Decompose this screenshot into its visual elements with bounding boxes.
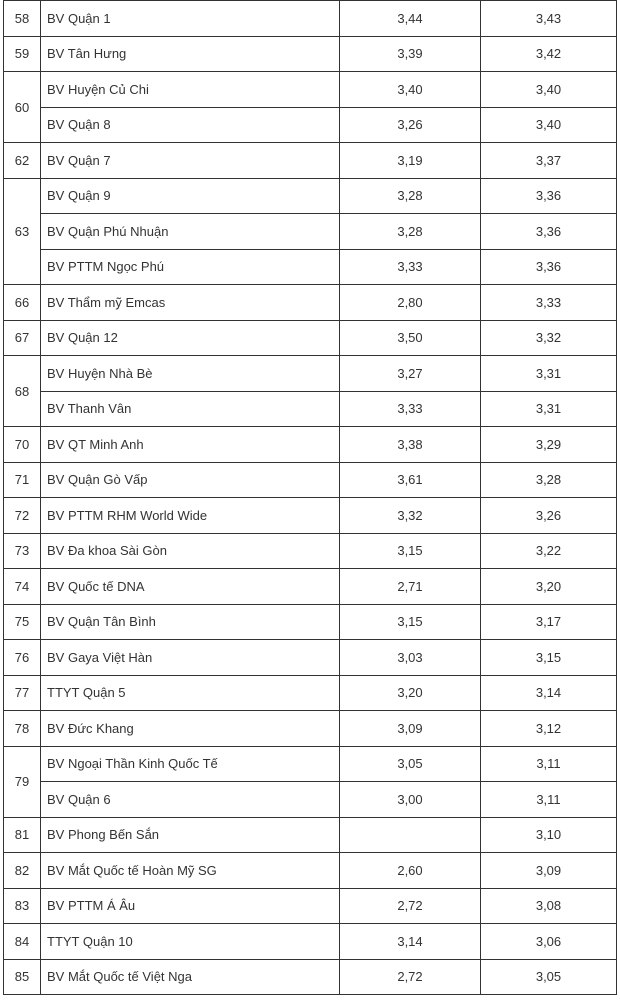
hospital-name-cell: BV Quận 1 <box>41 1 340 37</box>
score-2-cell: 3,11 <box>481 746 617 782</box>
score-1-cell: 2,80 <box>340 285 481 321</box>
score-1-cell: 3,03 <box>340 640 481 676</box>
hospital-name-cell: BV Huyện Nhà Bè <box>41 356 340 392</box>
score-1-cell: 3,40 <box>340 72 481 108</box>
score-1-cell: 3,20 <box>340 675 481 711</box>
score-2-cell: 3,36 <box>481 214 617 250</box>
rank-cell: 70 <box>4 427 41 463</box>
score-1-cell: 2,72 <box>340 959 481 995</box>
table-row <box>4 462 617 498</box>
rank-cell: 72 <box>4 498 41 534</box>
rank-cell: 82 <box>4 853 41 889</box>
score-1-cell: 3,38 <box>340 427 481 463</box>
score-2-cell: 3,12 <box>481 711 617 747</box>
hospital-name-cell: BV Quận 9 <box>41 178 340 214</box>
score-1-cell: 3,14 <box>340 924 481 960</box>
hospital-name-cell: BV Mắt Quốc tế Hoàn Mỹ SG <box>41 853 340 889</box>
hospital-name-cell: BV Quận 6 <box>41 782 340 818</box>
table-row <box>4 391 617 427</box>
hospital-name-cell: BV QT Minh Anh <box>41 427 340 463</box>
table-row <box>4 746 617 782</box>
score-1-cell: 3,33 <box>340 391 481 427</box>
table-row <box>4 817 617 853</box>
table-row <box>4 924 617 960</box>
score-1-cell: 2,72 <box>340 888 481 924</box>
table-row <box>4 640 617 676</box>
table-row <box>4 888 617 924</box>
table-row <box>4 853 617 889</box>
rank-cell: 75 <box>4 604 41 640</box>
score-1-cell: 3,15 <box>340 533 481 569</box>
score-2-cell: 3,40 <box>481 72 617 108</box>
score-1-cell: 3,33 <box>340 249 481 285</box>
table-row <box>4 604 617 640</box>
hospital-name-cell: BV Phong Bến Sắn <box>41 817 340 853</box>
score-2-cell: 3,08 <box>481 888 617 924</box>
hospital-name-cell: BV Quận 8 <box>41 107 340 143</box>
hospital-name-cell: BV Mắt Quốc tế Việt Nga <box>41 959 340 995</box>
table-row <box>4 959 617 995</box>
score-2-cell: 3,26 <box>481 498 617 534</box>
table-row <box>4 214 617 250</box>
rank-cell: 78 <box>4 711 41 747</box>
table-row <box>4 569 617 605</box>
table-row <box>4 36 617 72</box>
hospital-name-cell: BV Quốc tế DNA <box>41 569 340 605</box>
table-row <box>4 285 617 321</box>
hospital-name-cell: BV PTTM Á Âu <box>41 888 340 924</box>
table-row <box>4 72 617 108</box>
rank-cell: 79 <box>4 746 41 817</box>
score-2-cell: 3,17 <box>481 604 617 640</box>
score-1-cell: 3,50 <box>340 320 481 356</box>
score-2-cell: 3,42 <box>481 36 617 72</box>
rank-cell: 81 <box>4 817 41 853</box>
score-1-cell: 3,09 <box>340 711 481 747</box>
hospital-name-cell: BV Thanh Vân <box>41 391 340 427</box>
rank-cell: 76 <box>4 640 41 676</box>
score-2-cell: 3,05 <box>481 959 617 995</box>
score-1-cell: 3,44 <box>340 1 481 37</box>
rank-cell: 60 <box>4 72 41 143</box>
score-2-cell: 3,32 <box>481 320 617 356</box>
rank-cell: 68 <box>4 356 41 427</box>
table-row <box>4 711 617 747</box>
score-2-cell: 3,09 <box>481 853 617 889</box>
hospital-name-cell: TTYT Quận 5 <box>41 675 340 711</box>
score-1-cell: 3,26 <box>340 107 481 143</box>
score-1-cell: 3,28 <box>340 178 481 214</box>
score-1-cell: 3,39 <box>340 36 481 72</box>
rank-cell: 83 <box>4 888 41 924</box>
score-1-cell: 3,19 <box>340 143 481 179</box>
table-row <box>4 675 617 711</box>
rank-cell: 63 <box>4 178 41 285</box>
hospital-name-cell: BV Tân Hưng <box>41 36 340 72</box>
score-1-cell: 3,00 <box>340 782 481 818</box>
rank-cell: 84 <box>4 924 41 960</box>
table-row <box>4 356 617 392</box>
hospital-name-cell: BV Quận Gò Vấp <box>41 462 340 498</box>
table-row <box>4 1 617 37</box>
score-2-cell: 3,28 <box>481 462 617 498</box>
table-row <box>4 533 617 569</box>
rank-cell: 59 <box>4 36 41 72</box>
hospital-name-cell: TTYT Quận 10 <box>41 924 340 960</box>
hospital-name-cell: BV Quận Phú Nhuận <box>41 214 340 250</box>
hospital-name-cell: BV Quận 7 <box>41 143 340 179</box>
rank-cell: 62 <box>4 143 41 179</box>
rank-cell: 74 <box>4 569 41 605</box>
score-2-cell: 3,36 <box>481 249 617 285</box>
hospital-ranking-table <box>3 0 617 995</box>
hospital-name-cell: BV Ngoại Thần Kinh Quốc Tế <box>41 746 340 782</box>
score-1-cell <box>340 817 481 853</box>
score-2-cell: 3,40 <box>481 107 617 143</box>
rank-cell: 77 <box>4 675 41 711</box>
score-2-cell: 3,43 <box>481 1 617 37</box>
score-2-cell: 3,31 <box>481 356 617 392</box>
hospital-name-cell: BV Thẩm mỹ Emcas <box>41 285 340 321</box>
table-row <box>4 143 617 179</box>
table-row <box>4 249 617 285</box>
score-2-cell: 3,06 <box>481 924 617 960</box>
score-2-cell: 3,22 <box>481 533 617 569</box>
table-body <box>4 1 617 995</box>
rank-cell: 66 <box>4 285 41 321</box>
rank-cell: 85 <box>4 959 41 995</box>
score-1-cell: 3,61 <box>340 462 481 498</box>
table-row <box>4 178 617 214</box>
score-2-cell: 3,33 <box>481 285 617 321</box>
hospital-name-cell: BV Quận Tân Bình <box>41 604 340 640</box>
hospital-name-cell: BV PTTM Ngọc Phú <box>41 249 340 285</box>
table-row <box>4 498 617 534</box>
rank-cell: 73 <box>4 533 41 569</box>
table-row <box>4 107 617 143</box>
score-2-cell: 3,20 <box>481 569 617 605</box>
table-row <box>4 782 617 818</box>
rank-cell: 67 <box>4 320 41 356</box>
score-2-cell: 3,31 <box>481 391 617 427</box>
hospital-name-cell: BV PTTM RHM World Wide <box>41 498 340 534</box>
hospital-name-cell: BV Đức Khang <box>41 711 340 747</box>
score-1-cell: 3,32 <box>340 498 481 534</box>
score-2-cell: 3,10 <box>481 817 617 853</box>
score-2-cell: 3,37 <box>481 143 617 179</box>
score-2-cell: 3,36 <box>481 178 617 214</box>
score-1-cell: 3,27 <box>340 356 481 392</box>
hospital-name-cell: BV Huyện Củ Chi <box>41 72 340 108</box>
score-2-cell: 3,29 <box>481 427 617 463</box>
hospital-name-cell: BV Đa khoa Sài Gòn <box>41 533 340 569</box>
score-1-cell: 2,71 <box>340 569 481 605</box>
score-2-cell: 3,11 <box>481 782 617 818</box>
score-2-cell: 3,15 <box>481 640 617 676</box>
table-row <box>4 320 617 356</box>
hospital-name-cell: BV Gaya Việt Hàn <box>41 640 340 676</box>
table-row <box>4 427 617 463</box>
score-2-cell: 3,14 <box>481 675 617 711</box>
score-1-cell: 3,28 <box>340 214 481 250</box>
rank-cell: 71 <box>4 462 41 498</box>
score-1-cell: 3,15 <box>340 604 481 640</box>
score-1-cell: 2,60 <box>340 853 481 889</box>
hospital-name-cell: BV Quận 12 <box>41 320 340 356</box>
rank-cell: 58 <box>4 1 41 37</box>
score-1-cell: 3,05 <box>340 746 481 782</box>
